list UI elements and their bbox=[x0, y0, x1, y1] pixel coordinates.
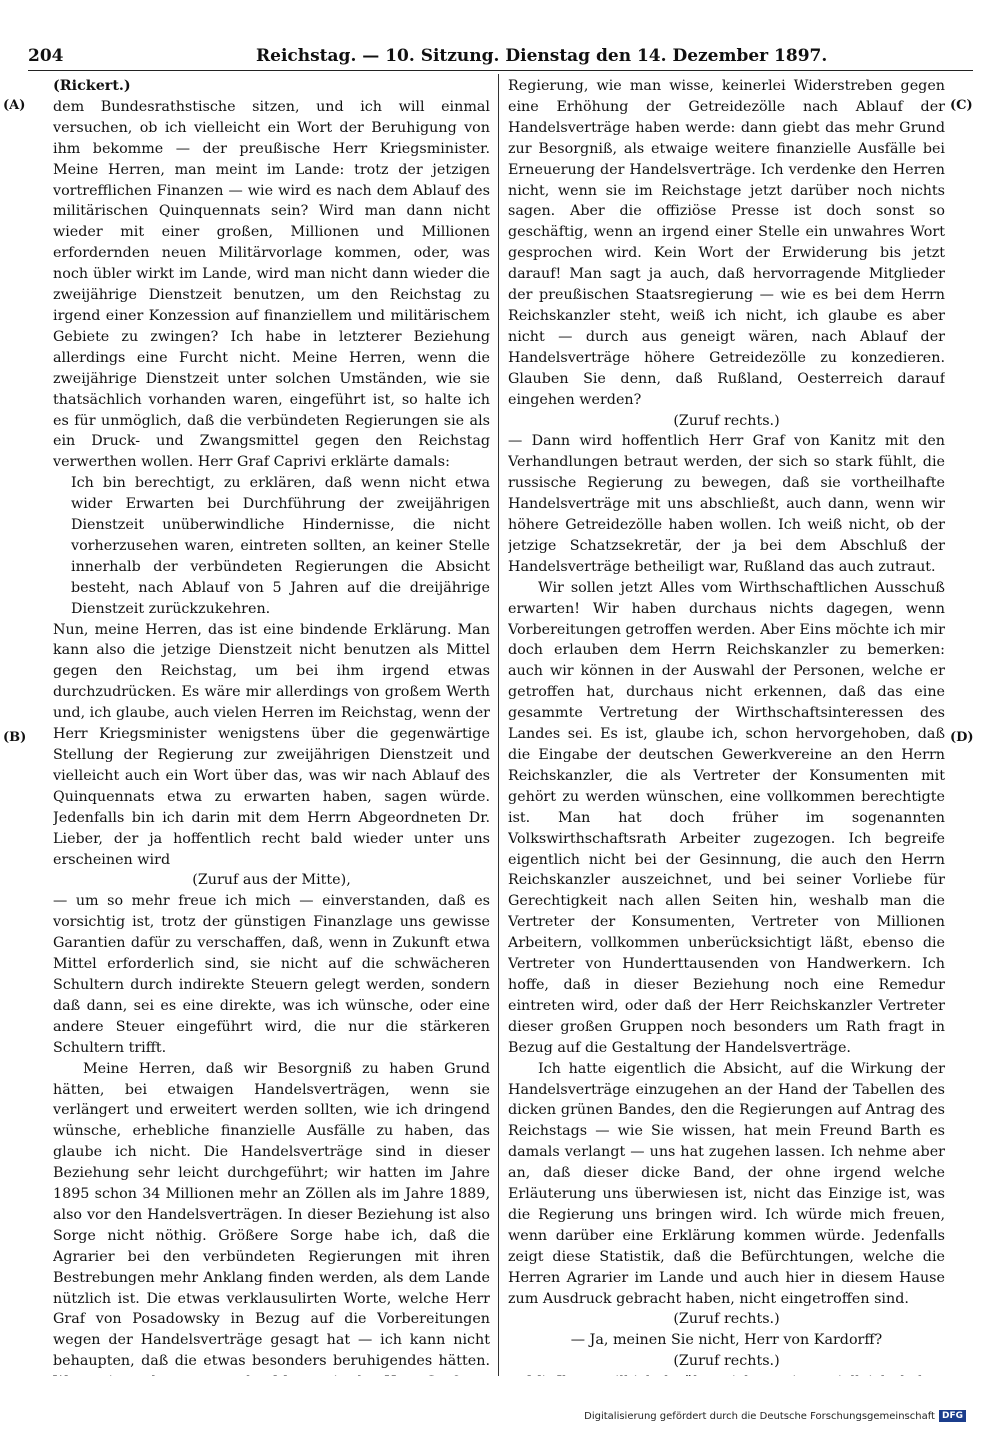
margin-marker-c: (C) bbox=[950, 98, 973, 113]
margin-marker-a: (A) bbox=[3, 98, 26, 113]
credit-text: Digitalisierung gefördert durch die Deutsche Forschungsgemeinschaft bbox=[584, 1410, 935, 1422]
paragraph: Ich hatte eigentlich die Absicht, auf die Wirkung der Handelsverträge einzugehen an der Hand der Tabellen des dicken grünen Bandes, den die Regierungen auf Antrag des Reichstags — wie Sie wissen, hat mein Freund Barth es damals verlangt — uns hat zugehen lassen. Ich nehme aber an, daß dieser dicke Band, der ohne irgend welche Erläuterung uns überwiesen ist, nicht das Einzige ist, was die Regierung uns bringen wird. Ich würde mich freuen, wenn darüber eine Erklärung kommen würde. Jedenfalls zeigt diese Statistik, daß die Befürchtungen, welche die Herren Agrarier im Lande und auch hier in diesem Hause zum Ausdruck gebracht haben, nicht eingetroffen sind. bbox=[508, 1060, 945, 1307]
interjection: (Zuruf aus der Mitte), bbox=[192, 872, 351, 889]
interjection: (Zuruf rechts.) bbox=[673, 1311, 780, 1328]
margin-marker-b: (B) bbox=[3, 730, 27, 745]
interjection: (Zuruf rechts.) bbox=[673, 412, 780, 429]
paragraph: — Ja, meinen Sie nicht, Herr von Kardorff? bbox=[570, 1332, 883, 1349]
dfg-logo-icon: DFG bbox=[939, 1410, 966, 1422]
column-divider bbox=[498, 74, 499, 1376]
paragraph: — Dann wird hoffentlich Herr Graf von Kanitz mit den Verhandlungen betraut werden, der sich so stark fühlt, die russische Regierung zu bewegen, daß sie vortheilhafte Handelsverträge mit uns abschließt, auch dann, wenn wir höhere Getreidezölle haben wollen. Ich weiß nicht, ob der jetzige Schatzsekretär, der ja bei dem Abschluß der Handelsverträge betheiligt war, Rußland das auch zutraut. bbox=[508, 433, 945, 575]
paragraph: Wir sollen jetzt Alles vom Wirthschaftlichen Ausschuß erwarten! Wir haben durchaus nichts dagegen, wenn Vorbereitungen getroffen werden. Aber Eins möchte ich mir doch erlauben dem Herrn Reichskanzler zu bemerken: auch wir können in der Auswahl der Personen, welche er getroffen hat, durchaus nicht erkennen, daß das eine gesammte Vertretung der Wirthschaftsinteressen des Landes sei. Es ist, glaube ich, schon hervorgehoben, daß die Eingabe der deutschen Gewerkvereine an den Herrn Reichskanzler, die als Vertreter der Konsumenten mit gehört zu werden wünschen, eine vollkommen berechtigte ist. Man hat doch früher im sogenannten Volkswirthschaftsrath Arbeiter zugezogen. Ich begreife eigentlich nicht bei der Gesinnung, die auch den Herrn Reichskanzler auszeichnet, und bei seiner Vorliebe für Gerechtigkeit nach allen Seiten hin, weshalb man die Vertreter der Konsumenten, Vertreter von Millionen Arbeitern, vollkommen unberücksichtigt läßt, ebenso die Vertreter von Hunderttausenden von Handwerkern. Ich hoffe, daß in dieser Beziehung noch eine Remedur eintreten wird, oder daß der Herr Reichskanzler Vertreter dieser großen Gruppen noch besonders um Rath fragt in Bezug auf die Gestaltung der Handelsverträge. bbox=[508, 579, 945, 1056]
running-head: Reichstag. — 10. Sitzung. Dienstag den 14. Dezember 1897. bbox=[256, 46, 828, 66]
header-rule bbox=[28, 70, 973, 71]
interjection: (Zuruf rechts.) bbox=[673, 1353, 780, 1370]
left-column bbox=[53, 76, 490, 1376]
page-number: 204 bbox=[28, 46, 64, 66]
digitization-credit bbox=[584, 1410, 966, 1422]
paragraph: Regierung, wie man wisse, keinerlei Widerstreben gegen eine Erhöhung der Getreidezölle nach Ablauf der Handelsverträge haben werde: dann giebt das mehr Grund zur Besorgniß, als etwaige weitere finanzielle Ausfälle bei Erneuerung der Handelsverträge. Ich verdenke den Herren nicht, wenn sie im Reichstage jetzt darüber noch nichts sagen. Aber die offiziöse Presse ist doch sonst so geschäftig, wenn an irgend einer Stelle ein unwahres Wort gesprochen wird. Kein Wort der Erwiderung bis jetzt darauf! Man sagt ja auch, daß hervorragende Mitglieder der preußischen Staatsregierung — wie es bei dem Herrn Reichskanzler steht, weiß ich nicht, ich glaube es aber nicht — durch aus geneigt wären, nach Ablauf der Handelsverträge höhere Getreidezölle zu konzedieren. Glauben Sie denn, daß Rußland, Oesterreich darauf eingehen werden? bbox=[508, 78, 945, 408]
margin-marker-d: (D) bbox=[950, 730, 974, 745]
page-header bbox=[28, 44, 973, 70]
paragraph: Meine Herren, daß wir Besorgniß zu haben Grund hätten, bei etwaigen Handelsverträgen, wenn sie verlängert und erweitert werden sollten, wie ich dringend wünsche, erhebliche finanzielle Ausfälle zu haben, das glaube ich nicht. Die Handelsverträge sind in dieser Beziehung sehr leicht durchgeführt; wir hatten im Jahre 1895 schon 34 Millionen mehr an Zöllen als im Jahre 1889, also vor den Handelsverträgen. In dieser Beziehung ist also Sorge nicht nöthig. Größere Sorge habe ich, daß die Agrarier bei den verbündeten Regierungen mit ihren Bestrebungen mehr Anklang finden werden, als dem Lande nützlich ist. Die etwas verklausulirten Worte, welche Herr Graf von Posadowsky in Bezug auf die Vorbereitungen wegen der Handelsverträge gesagt hat — ich kann nicht behaupten, daß die etwas besonders beruhigendes hätten. bbox=[53, 1060, 490, 1370]
paragraph: — um so mehr freue ich mich — einverstanden, daß es vorsichtig ist, trotz der günstigen Finanzlage uns gewisse Garantien dafür zu verschaffen, daß, wenn in Zukunft etwa Mittel erforderlich sind, sie nicht auf die schwächeren Schultern durch indirekte Steuern gelegt werden, sondern daß dann, sei es eine direkte, was ich wünsche, oder eine andere Steuer eingeführt wird, die nur die stärkeren Schultern trifft. bbox=[53, 893, 490, 1056]
paragraph bbox=[508, 1372, 945, 1376]
speaker-label: (Rickert.) bbox=[53, 78, 131, 94]
paragraph: dem Bundesrathstische sitzen, und ich will einmal versuchen, ob ich vielleicht ein Wort der Beruhigung von ihm bekomme — der preußische Herr Kriegsminister. Meine Herren, man meint im Lande: trotz der jetzigen vortrefflichen Finanzen — wie wird es nach dem Ablauf des militärischen Quinquennats sein? Wird man dann nicht wieder mit einer großen, Millionen und Millionen erfordernden neuen Militärvorlage kommen, oder, was noch übler wirkt im Lande, wird man nicht dann wieder die zweijährige Dienstzeit benutzen, um den Reichstag zu irgend einer Konzession auf finanziellem und militärischem Gebiete zu zwingen? Ich habe in letzterer Beziehung allerdings eine Furcht nicht. Meine Herren, wenn die zweijährige Dienstzeit unter solchen Umständen, wie sie thatsächlich vorhanden waren, eingeführt ist, so halte ich es für unmöglich, daß die verbündeten Regierungen sie als ein Druck- und Zwangsmittel gegen den Reichstag verwerthen wollen. Herr Graf Caprivi erklärte damals: bbox=[53, 98, 490, 471]
paragraph: Nun, meine Herren, das ist eine bindende Erklärung. Man kann also die jetzige Dienstzeit nicht benutzen als Mittel gegen den Reichstag, um bei ihm irgend etwas durchzudrücken. Es wäre mir allerdings von großem Werth und, ich glaube, auch vielen Herren im Reichstag, wenn der Herr Kriegsminister wenigstens über die gegenwärtige Stellung der Regierung zur zweijährigen Dienstzeit und vielleicht auch ein Wort über das, was wir nach Ablauf des Quinquennats etwa zu erwarten haben, sagen würde. Jedenfalls bin ich darin mit dem Herrn Abgeordneten Dr. Lieber, der ja hoffentlich recht bald wieder unter uns erscheinen wird bbox=[53, 621, 490, 868]
quotation: Ich bin berechtigt, zu erklären, daß wenn nicht etwa wider Erwarten bei Durchführung der zweijährigen Dienstzeit unüberwindliche Hindernisse, die nicht vorherzusehen waren, eintreten sollten, an keiner Stelle innerhalb der verbündeten Regierungen die Absicht besteht, nach Ablauf von 5 Jahren auf die dreijährige Dienstzeit zurückzukehren. bbox=[71, 475, 490, 617]
right-column bbox=[508, 76, 945, 1376]
